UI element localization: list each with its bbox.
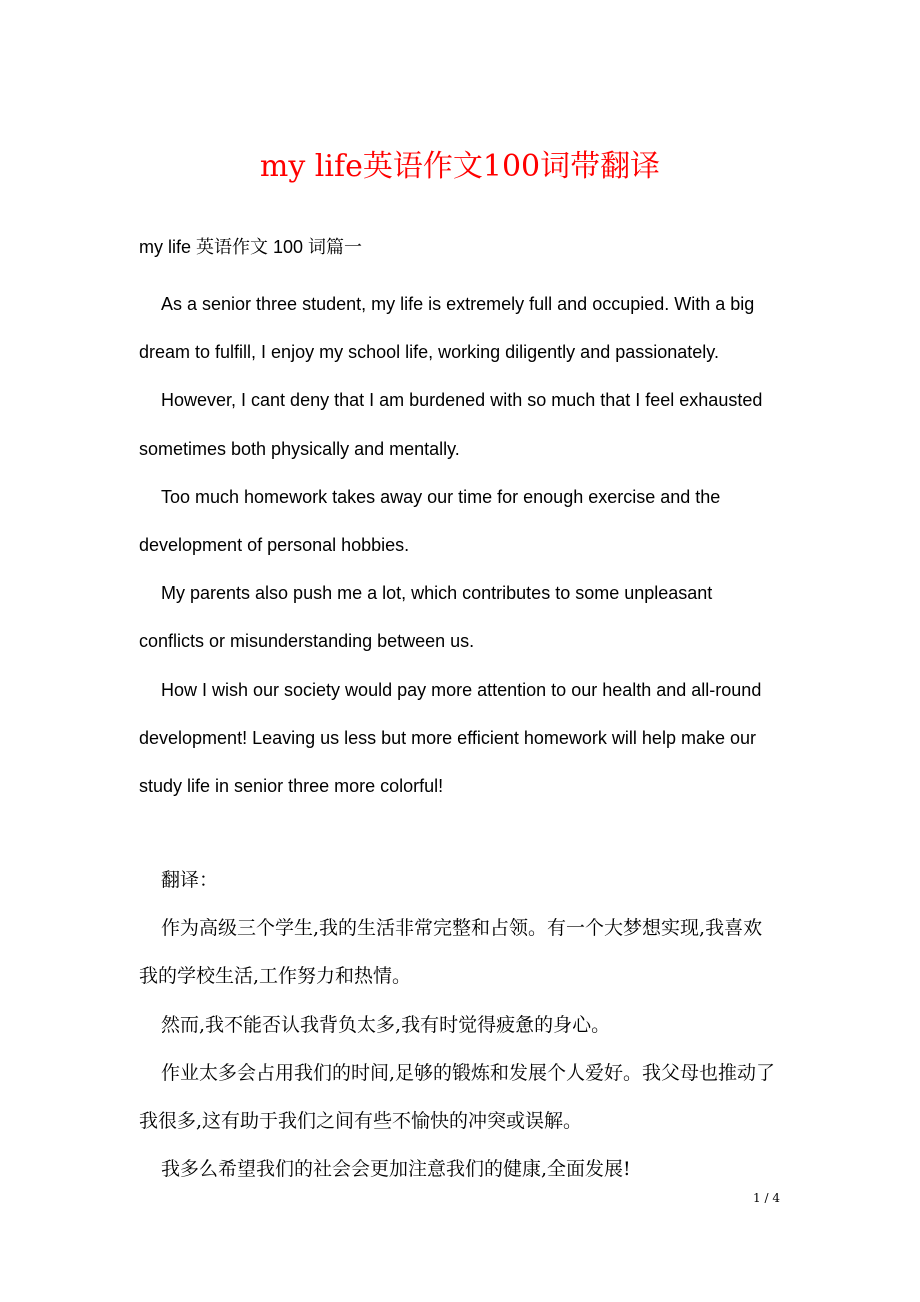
essay-paragraph: How I wish our society would pay more attention to our health and all-round development! Leaving us less but more efficient homework will help make our study life in senior three more colorful! <box>139 679 762 797</box>
essay-paragraph: Too much homework takes away our time for enough exercise and the development of personal hobbies. <box>139 486 721 556</box>
section-heading: my life 英语作文 100 词篇一 <box>139 237 363 257</box>
translation-paragraph: 作为高级三个学生,我的生活非常完整和占领。有一个大梦想实现,我喜欢我的学校生活,工作努力和热情。 <box>139 917 763 988</box>
document-title: my life英语作文100词带翻译 <box>259 149 661 184</box>
translation-paragraph: 我多么希望我们的社会会更加注意我们的健康,全面发展! <box>161 1158 631 1181</box>
translation-label: 翻译： <box>161 869 219 891</box>
essay-paragraph: My parents also push me a lot, which contributes to some unpleasant conflicts or misunderstanding between us. <box>139 583 713 652</box>
essay-paragraph: However, I cant deny that I am burdened with so much that I feel exhausted sometimes both physically and mentally. <box>139 390 763 459</box>
chinese-translation <box>139 856 781 1193</box>
translation-paragraph: 然而,我不能否认我背负太多,我有时觉得疲惫的身心。 <box>161 1013 611 1036</box>
translation-paragraph: 作业太多会占用我们的时间,足够的锻炼和发展个人爱好。我父母也推动了我很多,这有助于我们之间有些不愉快的冲突或误解。 <box>139 1061 776 1133</box>
essay-paragraph: As a senior three student, my life is extremely full and occupied. With a big dream to fulfill, I enjoy my school life, working diligently and passionately. <box>139 294 755 363</box>
page-number: 1 / 4 <box>753 1191 780 1205</box>
english-essay <box>139 280 781 810</box>
